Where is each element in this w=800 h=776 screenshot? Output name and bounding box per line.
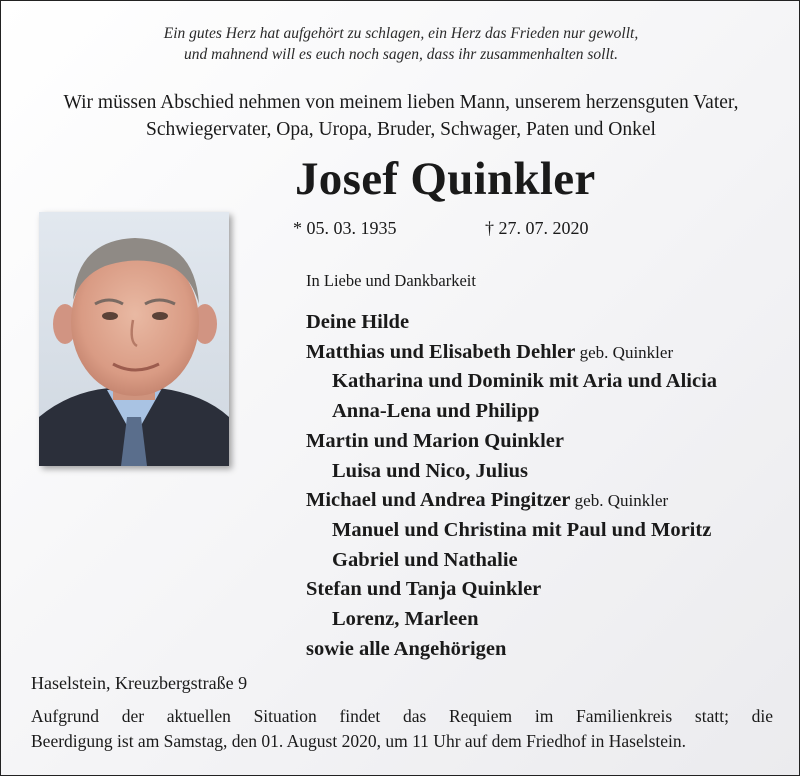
family-entry: sowie alle Angehörigen — [306, 637, 507, 660]
funeral-info — [31, 704, 773, 753]
family-entry: Matthias und Elisabeth Dehler geb. Quinkler — [306, 340, 674, 363]
funeral-info-line: Aufgrund der aktuellen Situation findet das Requiem im Familienkreis statt; die — [31, 706, 773, 726]
intro-text — [1, 89, 800, 143]
intro-line: Wir müssen Abschied nehmen von meinem lieben Mann, unserem herzensguten Vater, — [63, 92, 739, 113]
poem-line: und mahnend will es euch noch sagen, dass ihr zusammenhalten sollt. — [184, 46, 618, 63]
family-entry: Luisa und Nico, Julius — [332, 459, 528, 482]
family-entry: Lorenz, Marleen — [332, 608, 479, 631]
family-entry: Katharina und Dominik mit Aria und Alicia — [332, 370, 718, 393]
family-entry: Manuel und Christina mit Paul und Moritz — [332, 518, 712, 541]
funeral-info-line: Beerdigung ist am Samstag, den 01. August 2020, um 11 Uhr auf dem Friedhof in Haselstein. — [31, 730, 687, 751]
family-entry: Stefan und Tanja Quinkler — [306, 578, 542, 601]
memorial-poem — [1, 23, 800, 65]
death-date: † 27. 07. 2020 — [485, 218, 589, 238]
intro-line: Schwiegervater, Opa, Uropa, Bruder, Schwager, Paten und Onkel — [146, 119, 656, 140]
thanks-line: In Liebe und Dankbarkeit — [306, 271, 476, 290]
birth-date: * 05. 03. 1935 — [293, 218, 397, 238]
portrait-photo — [39, 212, 229, 466]
family-list — [306, 308, 786, 664]
family-entry: Anna-Lena und Philipp — [332, 400, 540, 423]
deceased-name: Josef Quinkler — [295, 153, 596, 205]
poem-line: Ein gutes Herz hat aufgehört zu schlagen, ein Herz das Frieden nur gewollt, — [163, 25, 639, 42]
family-entry: Gabriel und Nathalie — [332, 548, 518, 571]
family-entry: Martin und Marion Quinkler — [306, 429, 564, 452]
family-entry: Michael und Andrea Pingitzer geb. Quinkler — [306, 489, 669, 512]
family-entry: Deine Hilde — [306, 311, 410, 333]
address: Haselstein, Kreuzbergstraße 9 — [31, 673, 248, 693]
